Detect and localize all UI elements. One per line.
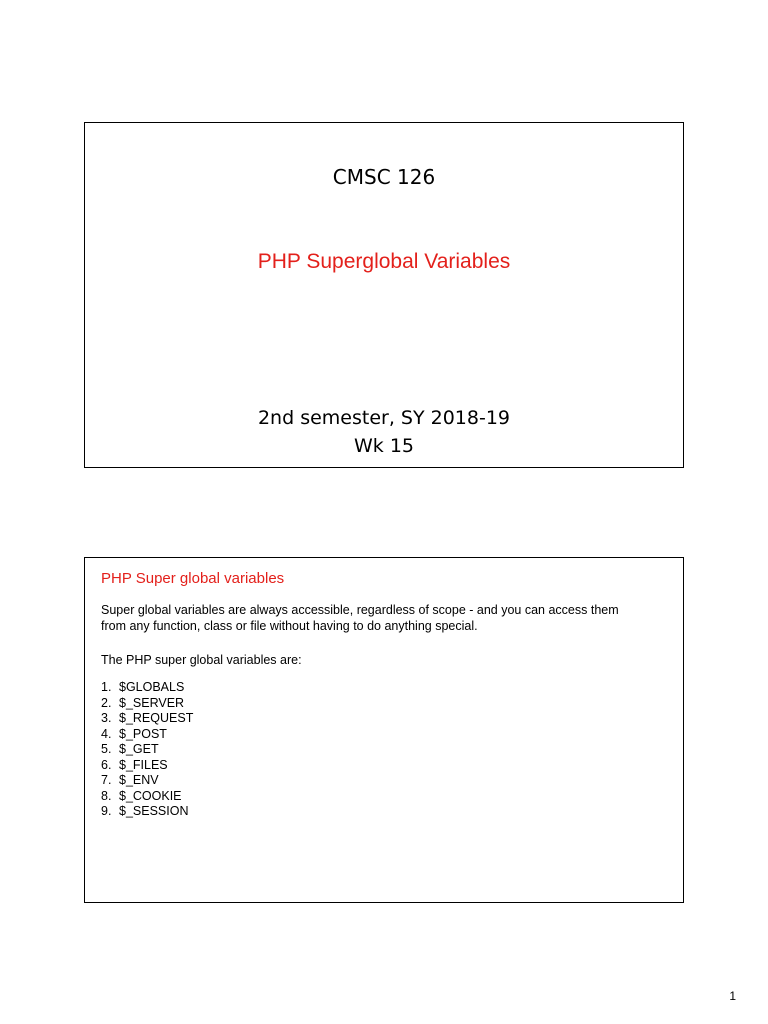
list-item — [101, 696, 193, 712]
list-number: 3. — [101, 711, 112, 725]
list-intro: The PHP super global variables are: — [101, 653, 302, 667]
list-item — [101, 680, 193, 696]
variable-name: $_SERVER — [119, 695, 185, 710]
list-number: 1. — [101, 680, 112, 694]
list-item — [101, 758, 193, 774]
variable-name: $_FILES — [119, 757, 168, 772]
intro-paragraph — [101, 602, 661, 634]
content-slide — [84, 557, 684, 903]
list-item — [101, 742, 193, 758]
list-number: 4. — [101, 726, 112, 741]
variable-name: $_GET — [119, 742, 159, 756]
list-item — [101, 804, 193, 820]
page-number: 1 — [729, 989, 736, 1003]
variable-name: $_ENV — [119, 773, 159, 787]
variable-name: $_REQUEST — [119, 711, 194, 725]
content-slide-title: PHP Super global variables — [101, 570, 285, 587]
list-item — [101, 711, 193, 727]
list-number: 9. — [101, 804, 112, 818]
intro-line: Super global variables are always accessible, regardless of scope - and you can access them — [101, 603, 619, 617]
week-label: Wk 15 — [353, 435, 414, 457]
variable-name: $_POST — [119, 726, 167, 741]
slide-title: PHP Superglobal Variables — [257, 250, 511, 273]
semester-label: 2nd semester, SY 2018-19 — [257, 407, 511, 429]
list-number: 2. — [101, 695, 112, 710]
intro-line: from any function, class or file without having to do anything special. — [101, 619, 478, 633]
variable-name: $GLOBALS — [119, 680, 185, 694]
list-number: 6. — [101, 757, 112, 772]
list-number: 5. — [101, 742, 112, 756]
course-code: CMSC 126 — [332, 165, 436, 189]
list-number: 7. — [101, 773, 112, 787]
list-item — [101, 789, 193, 805]
variable-name: $_COOKIE — [119, 788, 182, 803]
list-number: 8. — [101, 788, 112, 803]
list-item — [101, 773, 193, 789]
list-item — [101, 727, 193, 743]
variable-name: $_SESSION — [119, 804, 189, 818]
title-slide — [84, 122, 684, 468]
superglobal-list — [101, 680, 193, 820]
